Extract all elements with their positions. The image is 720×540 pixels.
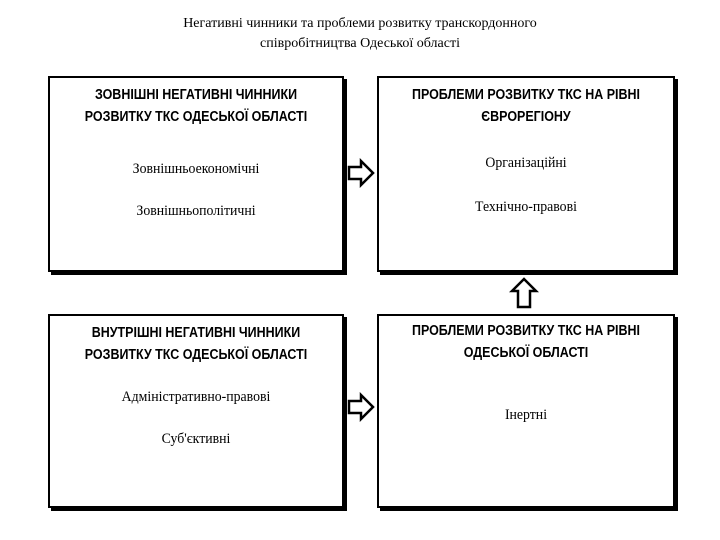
box-internal-item: Адміністративно-правові bbox=[121, 389, 271, 405]
diagram-title bbox=[0, 14, 720, 54]
box-external-heading-line-1: ЗОВНІШНІ НЕГАТИВНІ ЧИННИКИ bbox=[94, 87, 298, 103]
box-euroregion-problems bbox=[377, 76, 675, 272]
box-euroregion-item: Організаційні bbox=[485, 155, 567, 171]
title-line-2: співробітництва Одеської області bbox=[260, 36, 460, 51]
box-euroregion-item: Технічно-правові bbox=[475, 199, 577, 215]
box-external-factors bbox=[48, 76, 344, 272]
box-external-heading-line-2: РОЗВИТКУ ТКС ОДЕСЬКОЇ ОБЛАСТІ bbox=[84, 109, 308, 125]
box-internal-heading-line-2: РОЗВИТКУ ТКС ОДЕСЬКОЇ ОБЛАСТІ bbox=[84, 347, 308, 363]
title-line-1: Негативні чинники та проблеми розвитку транскордонного bbox=[183, 16, 537, 31]
box-euroregion-heading-line-1: ПРОБЛЕМИ РОЗВИТКУ ТКС НА РІВНІ bbox=[411, 87, 641, 103]
arrow-right-icon bbox=[346, 158, 376, 188]
box-oblast-heading-line-1: ПРОБЛЕМИ РОЗВИТКУ ТКС НА РІВНІ bbox=[411, 323, 641, 339]
box-external-item: Зовнішньополітичні bbox=[136, 203, 256, 219]
box-oblast-item: Інертні bbox=[504, 407, 548, 423]
box-internal-heading-line-1: ВНУТРІШНІ НЕГАТИВНІ ЧИННИКИ bbox=[91, 325, 301, 341]
box-euroregion-heading-line-2: ЄВРОРЕГІОНУ bbox=[481, 109, 571, 125]
box-oblast-heading-line-2: ОДЕСЬКОЇ ОБЛАСТІ bbox=[463, 345, 589, 361]
box-internal-factors bbox=[48, 314, 344, 508]
arrow-up-icon bbox=[509, 276, 539, 310]
box-external-item: Зовнішньоекономічні bbox=[132, 161, 260, 177]
arrow-right-icon bbox=[346, 392, 376, 422]
box-internal-item: Суб'єктивні bbox=[161, 431, 231, 447]
box-oblast-problems bbox=[377, 314, 675, 508]
